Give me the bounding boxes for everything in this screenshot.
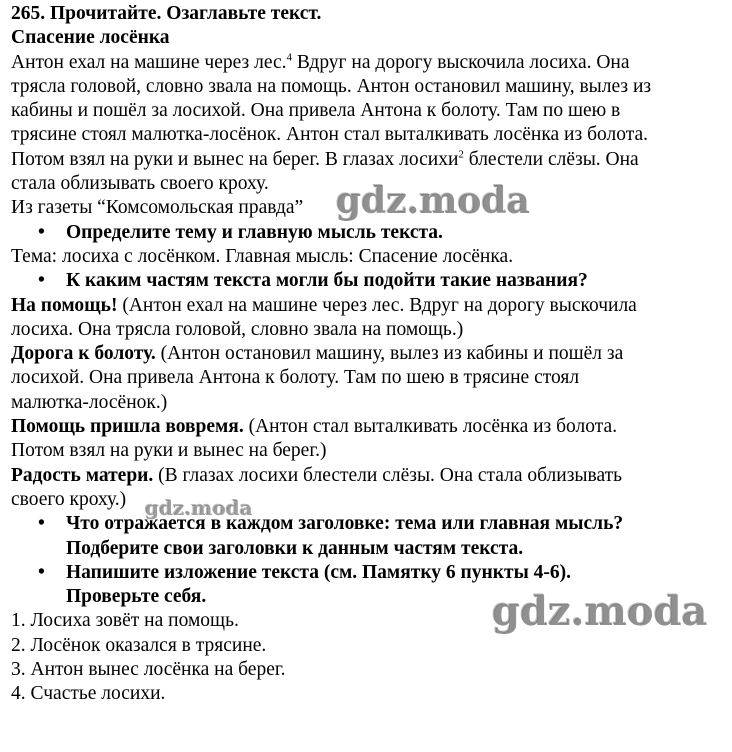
bullet-icon: • <box>38 270 45 292</box>
story-line: трясла головой, словно звала на помощь. Антон остановил машину, вылез из <box>11 75 652 97</box>
question-1-answer: Тема: лосиха с лосёнком. Главная мысль: Спасение лосёнка. <box>11 245 514 267</box>
bullet-icon: • <box>38 561 45 583</box>
part-1: На помощь! (Антон ехал на машине через лес. Вдруг на дорогу выскочила лосиха. Она трясла головой, словно звала на помощь.) <box>11 294 637 340</box>
question-4-line-2: Проверьте себя. <box>66 586 207 608</box>
footnote-mark: 2 <box>458 148 464 161</box>
story-source: Из газеты “Комсомольская правда” <box>11 197 304 219</box>
story-title: Спасение лосёнка <box>11 27 170 49</box>
question-1: • Определите тему и главную мысль текста. <box>11 221 723 245</box>
answer-item: 2. Лосёнок оказался в трясине. <box>11 634 267 656</box>
question-3: • Что отражается в каждом заголовке: тема или главная мысль? <box>11 512 723 536</box>
story-line: трясине стоял малютка-лосёнок. Антон стал выталкивать лосёнка из болота. <box>11 124 648 146</box>
story-line: Антон ехал на машине через лес.$^4$ Вдруг на дорогу выскочила лосиха. Она <box>11 51 630 73</box>
part-title: Дорога к болоту. <box>11 343 156 365</box>
part-2: Дорога к болоту. (Антон остановил машину, вылез из кабины и пошёл за лосихой. Она привела Антона к болоту. Там по шею в трясине стоял малютка-лосёнок.) <box>11 343 624 413</box>
part-3: Помощь пришла вовремя. (Антон стал выталкивать лосёнка из болота. Потом взял на руки и вынес на берег.) <box>11 416 618 462</box>
bullet-icon: • <box>38 221 45 243</box>
part-title: Помощь пришла вовремя. <box>11 416 244 438</box>
bullet-icon: • <box>38 513 45 535</box>
question-4: • Напишите изложение текста (см. Памятку 6 пункты 4-6). <box>11 561 723 585</box>
watermark-logo: gdz.moda <box>492 588 708 635</box>
watermark-logo: gdz.moda <box>336 180 530 222</box>
story-line: стала облизывать своего кроху. <box>11 173 269 195</box>
answer-item: 3. Антон вынес лосёнка на берег. <box>11 659 286 681</box>
answer-item: 1. Лосиха зовёт на помощь. <box>11 610 239 632</box>
story-text <box>11 51 723 197</box>
part-title: На помощь! <box>11 294 118 316</box>
footnote-mark: 4 <box>286 51 292 64</box>
watermark-logo: gdz.moda <box>145 496 253 520</box>
answer-item: 4. Счастье лосихи. <box>11 683 166 705</box>
part-4: Радость матери. (В глазах лосихи блестели слёзы. Она стала облизывать своего кроху.) <box>11 464 623 510</box>
story-line: кабины и пошёл за лосихой. Она привела Антона к болоту. Там по шею в <box>11 100 621 122</box>
question-3-line-2: Подберите свои заголовки к данным частям текста. <box>66 537 524 559</box>
question-2: • К каким частям текста могли бы подойти такие названия? <box>11 269 723 293</box>
part-title: Радость матери. <box>11 464 154 486</box>
story-line: Потом взял на руки и вынес на берег. В глазах лосихи$^2$ блестели слёзы. Она <box>11 148 639 170</box>
exercise-header: 265. Прочитайте. Озаглавьте текст. <box>11 3 322 24</box>
